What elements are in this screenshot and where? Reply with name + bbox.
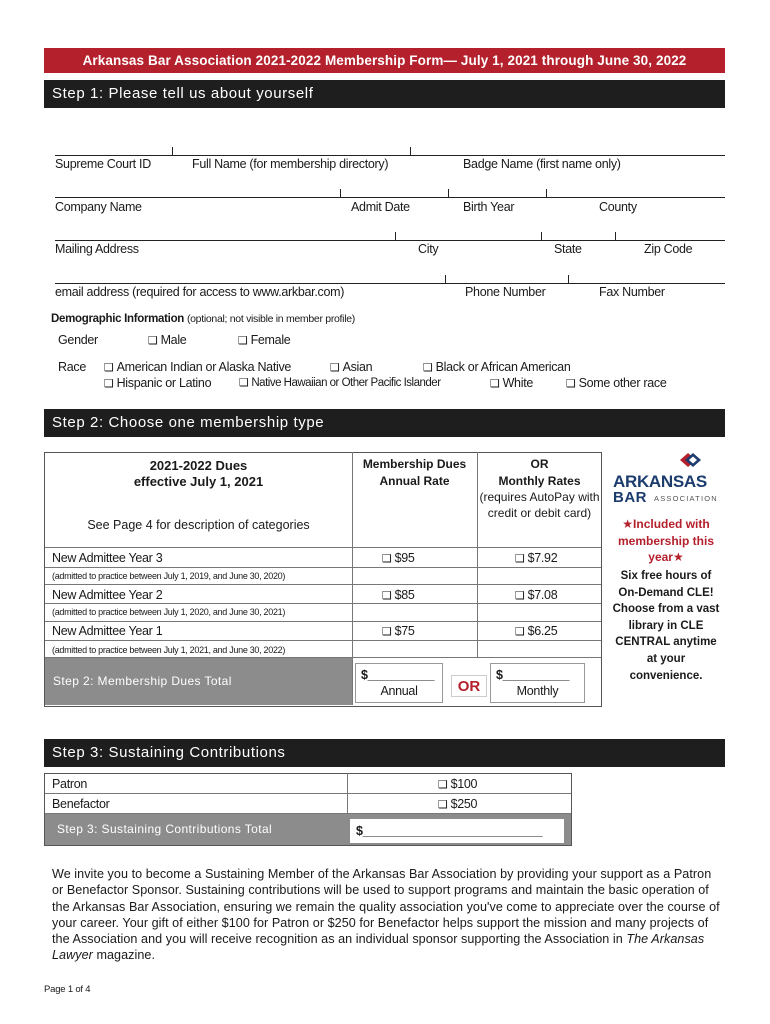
badge-name-field[interactable]: Badge Name (first name only) <box>463 157 621 171</box>
row3-divider <box>615 232 616 240</box>
city-field[interactable]: City <box>418 242 439 256</box>
page-number: Page 1 of 4 <box>44 984 91 995</box>
table-row-divider <box>45 603 601 604</box>
county-field[interactable]: County <box>599 200 637 214</box>
fax-field[interactable]: Fax Number <box>599 285 665 299</box>
gender-male-checkbox[interactable]: ❑ Male <box>148 333 186 347</box>
row2-underline <box>55 197 725 198</box>
row3-underline <box>55 240 725 241</box>
magazine-title: The Arkansas Lawyer <box>52 932 705 963</box>
company-name-field[interactable]: Company Name <box>55 200 142 214</box>
row2-divider <box>546 189 547 197</box>
race-other-checkbox[interactable]: ❑ Some other race <box>566 376 666 390</box>
annual-dues-checkbox[interactable]: ❑ $75 <box>382 624 415 638</box>
logo-association: ASSOCIATION <box>654 494 718 503</box>
dues-row-name: New Admittee Year 2 <box>52 588 163 602</box>
dues-row-note: (admitted to practice between July 1, 2021, and June 30, 2022) <box>52 645 286 655</box>
row4-divider <box>568 275 569 283</box>
row4-divider <box>445 275 446 283</box>
admit-date-field[interactable]: Admit Date <box>351 200 410 214</box>
dues-row-note: (admitted to practice between July 1, 2020, and June 30, 2021) <box>52 607 286 617</box>
see-page-note: See Page 4 for description of categories <box>87 518 310 532</box>
dues-row-note: (admitted to practice between July 1, 2019, and June 30, 2020) <box>52 571 286 581</box>
patron-label: Patron <box>52 777 88 791</box>
row4-underline <box>55 283 725 284</box>
row2-divider <box>448 189 449 197</box>
sustaining-total-value: $___________________________ <box>356 824 543 838</box>
table-col-divider <box>352 452 353 705</box>
benefactor-checkbox[interactable]: ❑ $250 <box>438 797 477 811</box>
demographic-heading <box>51 313 355 325</box>
step1-heading: Step 1: Please tell us about yourself <box>44 80 725 108</box>
phone-field[interactable]: Phone Number <box>465 285 546 299</box>
table-row-divider <box>45 621 601 622</box>
gender-female-checkbox[interactable]: ❑ Female <box>238 333 290 347</box>
patron-checkbox[interactable]: ❑ $100 <box>438 777 477 791</box>
table-row-divider <box>45 584 601 585</box>
sustaining-row-divider <box>45 793 571 794</box>
dues-title: 2021-2022 Dues <box>149 458 248 473</box>
promo-headline: ★Included with membership this year★ <box>617 517 715 564</box>
row1-divider <box>172 147 173 155</box>
email-field[interactable]: email address (required for access to www.arkbar.com) <box>55 285 345 299</box>
zip-code-field[interactable]: Zip Code <box>644 242 693 256</box>
sustaining-total-label: Step 3: Sustaining Contributions Total <box>45 814 347 845</box>
dues-subtitle: effective July 1, 2021 <box>133 474 264 489</box>
race-american-indian-checkbox[interactable]: ❑ American Indian or Alaska Native <box>104 360 291 374</box>
demographic-title: Demographic Information <box>51 313 185 325</box>
monthly-dues-checkbox[interactable]: ❑ $7.92 <box>515 551 557 565</box>
race-native-hawaiian-checkbox[interactable]: ❑ Native Hawaiian or Other Pacific Islander <box>239 376 441 389</box>
dues-row-name: New Admittee Year 1 <box>52 624 163 638</box>
row3-divider <box>395 232 396 240</box>
monthly-col-subtitle: (requires AutoPay with credit or debit card) <box>479 490 600 520</box>
row1-divider <box>410 147 411 155</box>
demographic-note: (optional; not visible in member profile) <box>186 313 355 325</box>
logo-wordmark: ARKANSAS <box>613 472 707 491</box>
promo-text: Six free hours of On-Demand CLE! Choose from a vast library in CLE CENTRAL anytime at your convenience. <box>612 570 720 682</box>
annual-dues-checkbox[interactable]: ❑ $95 <box>382 551 415 565</box>
race-asian-checkbox[interactable]: ❑ Asian <box>330 360 372 374</box>
race-black-checkbox[interactable]: ❑ Black or African American <box>423 360 570 374</box>
arkbar-logo-icon <box>672 451 706 469</box>
form-title: Arkansas Bar Association 2021-2022 Membership Form— July 1, 2021 through June 30, 2022 <box>44 48 725 73</box>
dues-row-name: New Admittee Year 3 <box>52 551 163 565</box>
row3-divider <box>541 232 542 240</box>
logo-bar: BAR <box>613 489 647 506</box>
annual-total-caption: Annual <box>380 684 418 698</box>
annual-dues-checkbox[interactable]: ❑ $85 <box>382 588 415 602</box>
race-white-checkbox[interactable]: ❑ White <box>490 376 533 390</box>
monthly-col-title: Monthly Rates <box>498 474 581 488</box>
annual-total-value: $__________ <box>361 668 435 682</box>
row1-underline <box>55 155 725 156</box>
monthly-total-value: $__________ <box>496 668 570 682</box>
monthly-total-caption: Monthly <box>516 684 559 698</box>
or-separator: OR <box>451 675 487 697</box>
mailing-address-field[interactable]: Mailing Address <box>55 242 139 256</box>
monthly-col-or: OR <box>530 457 549 471</box>
annual-col-subtitle: Annual Rate <box>379 474 450 488</box>
race-label: Race <box>58 360 86 374</box>
supreme-court-id-field[interactable]: Supreme Court ID <box>55 157 151 171</box>
benefactor-label: Benefactor <box>52 797 110 811</box>
paragraph-text: We invite you to become a Sustaining Member of the Arkansas Bar Association by providing your support as a Patron or Benefactor Sponsor. Sustaining contributions will be used to support programs and maintain the basic operation of the Arkansas Bar Association, ensuring we remain the quality association you've come to appreciate over the course of your career. Your gift of either $100 for Patron or $250 for Benefactor helps support the mission and many projects of the Association and you will receive recognition as an individual sponsor supporting the Association in <box>52 867 720 947</box>
table-row-divider <box>45 640 601 641</box>
step2-heading: Step 2: Choose one membership type <box>44 409 725 437</box>
annual-col-title: Membership Dues <box>362 457 467 471</box>
step3-heading: Step 3: Sustaining Contributions <box>44 739 725 767</box>
monthly-dues-checkbox[interactable]: ❑ $7.08 <box>515 588 557 602</box>
sustaining-paragraph <box>52 866 722 964</box>
table-row-divider <box>45 567 601 568</box>
dues-total-label: Step 2: Membership Dues Total <box>45 658 352 705</box>
paragraph-text-end: magazine. <box>92 948 156 963</box>
table-row-divider <box>45 547 601 548</box>
race-hispanic-checkbox[interactable]: ❑ Hispanic or Latino <box>104 376 211 390</box>
full-name-field[interactable]: Full Name (for membership directory) <box>192 157 389 171</box>
state-field[interactable]: State <box>554 242 582 256</box>
birth-year-field[interactable]: Birth Year <box>463 200 515 214</box>
monthly-dues-checkbox[interactable]: ❑ $6.25 <box>515 624 557 638</box>
gender-label: Gender <box>58 333 98 347</box>
row2-divider <box>340 189 341 197</box>
